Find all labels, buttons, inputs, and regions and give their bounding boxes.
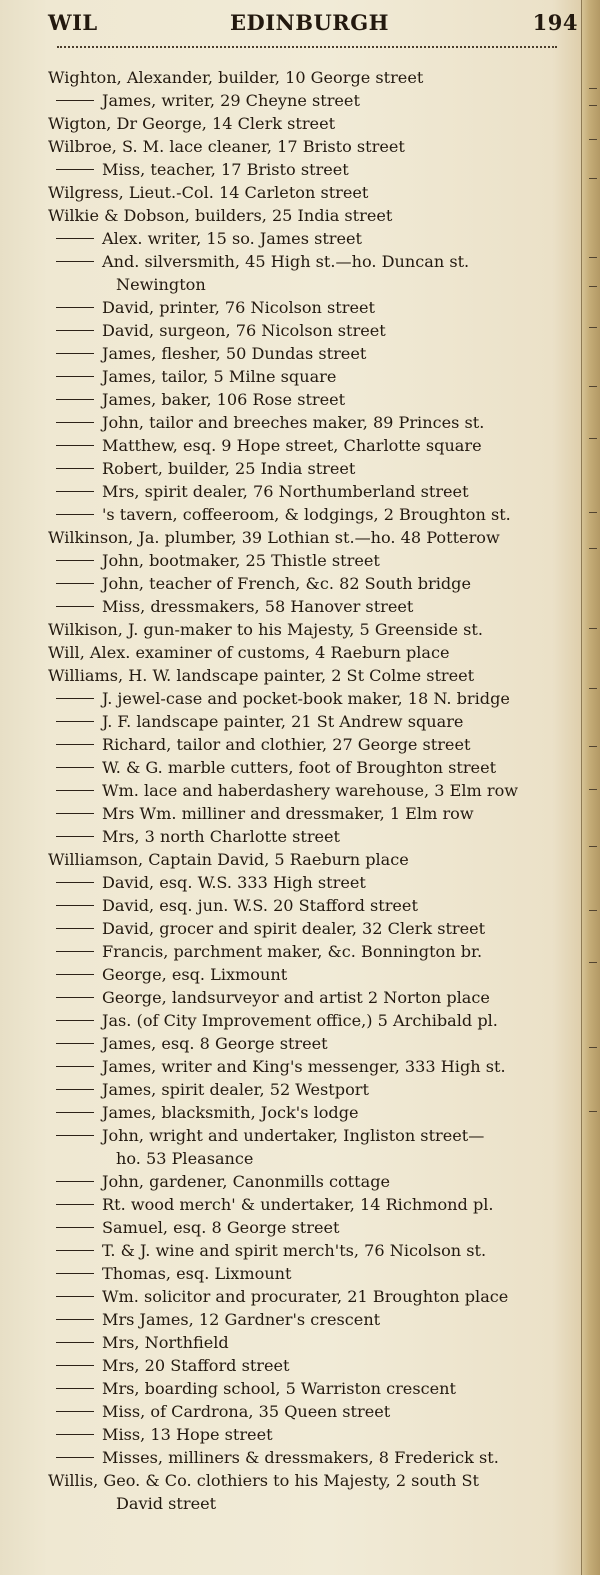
header-rule (57, 46, 557, 48)
entry-text: John, wright and undertaker, Ingliston street— (102, 1126, 485, 1145)
directory-entry (48, 250, 580, 273)
directory-entry (48, 296, 580, 319)
entry-text: Willis, Geo. & Co. clothiers to his Majesty, 2 south St (48, 1471, 479, 1490)
directory-entry (48, 365, 580, 388)
entry-text: Miss, of Cardrona, 35 Queen street (102, 1402, 391, 1421)
entry-text: Misses, milliners & dressmakers, 8 Frederick st. (102, 1448, 499, 1467)
directory-entry (48, 572, 580, 595)
entry-text: Wm. lace and haberdashery warehouse, 3 Elm row (102, 781, 519, 800)
entry-text: James, blacksmith, Jock's lodge (102, 1103, 359, 1122)
edge-tick (589, 548, 597, 549)
directory-entry (48, 917, 580, 940)
directory-entry (48, 848, 580, 871)
entry-text: John, bootmaker, 25 Thistle street (102, 551, 380, 570)
entry-text: Miss, teacher, 17 Bristo street (102, 160, 349, 179)
entry-text: Wilgress, Lieut.-Col. 14 Carleton street (48, 183, 369, 202)
directory-entry (48, 181, 580, 204)
entry-text: Rt. wood merch' & undertaker, 14 Richmond pl. (102, 1195, 494, 1214)
directory-entry (48, 986, 580, 1009)
directory-entry (48, 756, 580, 779)
entry-text: David, esq. jun. W.S. 20 Stafford street (102, 896, 418, 915)
entry-text: Wigton, Dr George, 14 Clerk street (48, 114, 336, 133)
directory-entry (48, 204, 580, 227)
edge-tick (589, 1047, 597, 1048)
entry-text: Mrs James, 12 Gardner's crescent (102, 1310, 381, 1329)
entry-text: Mrs Wm. milliner and dressmaker, 1 Elm row (102, 804, 474, 823)
directory-entry (48, 710, 580, 733)
entry-text: James, baker, 106 Rose street (102, 390, 346, 409)
directory-list (48, 66, 580, 1515)
directory-entry (48, 1423, 580, 1446)
entry-text: David, surgeon, 76 Nicolson street (102, 321, 386, 340)
directory-entry (48, 687, 580, 710)
directory-entry (48, 894, 580, 917)
directory-entry (48, 1055, 580, 1078)
entry-text: Samuel, esq. 8 George street (102, 1218, 340, 1237)
directory-entry (48, 733, 580, 756)
entry-text: J. F. landscape painter, 21 St Andrew square (102, 712, 464, 731)
directory-entry (48, 480, 580, 503)
edge-tick (589, 910, 597, 911)
directory-entry (48, 664, 580, 687)
directory-entry (48, 871, 580, 894)
entry-text: Williamson, Captain David, 5 Raeburn place (48, 850, 409, 869)
directory-entry (48, 1377, 580, 1400)
entry-text: Mrs, Northfield (102, 1333, 229, 1352)
entry-text: Thomas, esq. Lixmount (102, 1264, 292, 1283)
adjacent-page-edge (581, 0, 600, 1575)
directory-entry (48, 388, 580, 411)
entry-text: Wilbroe, S. M. lace cleaner, 17 Bristo street (48, 137, 405, 156)
entry-continuation: ho. 53 Pleasance (116, 1149, 254, 1168)
directory-entry (48, 1400, 580, 1423)
directory-entry (48, 1124, 580, 1147)
directory-entry (48, 135, 580, 158)
entry-text: Mrs, spirit dealer, 76 Northumberland street (102, 482, 469, 501)
entry-text: Robert, builder, 25 India street (102, 459, 356, 478)
entry-text: Jas. (of City Improvement office,) 5 Archibald pl. (102, 1011, 498, 1030)
entry-text: And. silversmith, 45 High st.—ho. Duncan st. (102, 252, 470, 271)
directory-entry (48, 1101, 580, 1124)
entry-text: John, teacher of French, &c. 82 South bridge (102, 574, 471, 593)
entry-text: James, writer and King's messenger, 333 High st. (102, 1057, 506, 1076)
page-number: 194 (532, 10, 578, 35)
directory-entry (48, 963, 580, 986)
entry-text: George, landsurveyor and artist 2 Norton place (102, 988, 490, 1007)
directory-entry (48, 549, 580, 572)
header-center: EDINBURGH (230, 10, 390, 35)
entry-text: James, tailor, 5 Milne square (102, 367, 337, 386)
entry-text: Wilkinson, Ja. plumber, 39 Lothian st.—ho. 48 Potterow (48, 528, 500, 547)
entry-text: James, writer, 29 Cheyne street (102, 91, 360, 110)
edge-tick (589, 286, 597, 287)
page-header (48, 8, 578, 36)
entry-continuation: David street (116, 1494, 217, 1513)
entry-text: James, flesher, 50 Dundas street (102, 344, 367, 363)
edge-tick (589, 512, 597, 513)
entry-text: Williams, H. W. landscape painter, 2 St Colme street (48, 666, 475, 685)
edge-tick (589, 628, 597, 629)
directory-entry (48, 802, 580, 825)
entry-text: J. jewel-case and pocket-book maker, 18 N. bridge (102, 689, 510, 708)
entry-text: Miss, 13 Hope street (102, 1425, 273, 1444)
directory-entry (48, 779, 580, 802)
directory-entry (48, 66, 580, 89)
directory-entry (48, 319, 580, 342)
directory-entry (48, 227, 580, 250)
directory-entry (48, 89, 580, 112)
header-left: WIL (48, 10, 98, 35)
entry-text: Will, Alex. examiner of customs, 4 Raeburn place (48, 643, 450, 662)
directory-entry (48, 1032, 580, 1055)
entry-text: George, esq. Lixmount (102, 965, 288, 984)
edge-tick (589, 178, 597, 179)
edge-tick (589, 139, 597, 140)
directory-entry (48, 411, 580, 434)
edge-tick (589, 438, 597, 439)
directory-entry (48, 1331, 580, 1354)
entry-text: Matthew, esq. 9 Hope street, Charlotte square (102, 436, 482, 455)
edge-tick (589, 105, 597, 106)
entry-text: Richard, tailor and clothier, 27 George street (102, 735, 471, 754)
edge-tick (589, 386, 597, 387)
edge-tick (589, 257, 597, 258)
entry-text: Mrs, 3 north Charlotte street (102, 827, 341, 846)
entry-text: James, spirit dealer, 52 Westport (102, 1080, 369, 1099)
entry-text: Wilkison, J. gun-maker to his Majesty, 5 Greenside st. (48, 620, 484, 639)
entry-text: Mrs, boarding school, 5 Warriston crescent (102, 1379, 456, 1398)
edge-tick (589, 1111, 597, 1112)
entry-text: W. & G. marble cutters, foot of Broughton street (102, 758, 497, 777)
directory-entry (48, 618, 580, 641)
edge-tick (589, 789, 597, 790)
edge-tick (589, 846, 597, 847)
directory-entry (48, 595, 580, 618)
entry-text: T. & J. wine and spirit merch'ts, 76 Nicolson st. (102, 1241, 487, 1260)
entry-text: David, printer, 76 Nicolson street (102, 298, 375, 317)
directory-entry (48, 641, 580, 664)
edge-tick (589, 688, 597, 689)
entry-text: Francis, parchment maker, &c. Bonnington br. (102, 942, 483, 961)
entry-text: John, gardener, Canonmills cottage (102, 1172, 391, 1191)
entry-text: John, tailor and breeches maker, 89 Princes st. (102, 413, 485, 432)
entry-text: Alex. writer, 15 so. James street (102, 229, 362, 248)
entry-text: Wm. solicitor and procurater, 21 Broughton place (102, 1287, 509, 1306)
directory-entry (48, 1446, 580, 1469)
directory-entry (48, 1170, 580, 1193)
entry-text: David, grocer and spirit dealer, 32 Clerk street (102, 919, 486, 938)
edge-tick (589, 746, 597, 747)
edge-tick (589, 327, 597, 328)
directory-entry (48, 1078, 580, 1101)
directory-entry (48, 1354, 580, 1377)
entry-text: Mrs, 20 Stafford street (102, 1356, 290, 1375)
directory-entry (48, 1216, 580, 1239)
entry-text: Wighton, Alexander, builder, 10 George street (48, 68, 424, 87)
edge-tick (589, 962, 597, 963)
directory-entry (48, 342, 580, 365)
directory-entry (48, 1239, 580, 1262)
directory-entry (48, 1308, 580, 1331)
directory-entry (48, 434, 580, 457)
entry-text: Wilkie & Dobson, builders, 25 India street (48, 206, 393, 225)
directory-entry (48, 825, 580, 848)
directory-entry (48, 1009, 580, 1032)
directory-entry (48, 1285, 580, 1308)
directory-entry (48, 1193, 580, 1216)
directory-entry (48, 503, 580, 526)
directory-entry (48, 1262, 580, 1285)
directory-entry (48, 112, 580, 135)
edge-tick (589, 88, 597, 89)
directory-entry (48, 526, 580, 549)
entry-text: David, esq. W.S. 333 High street (102, 873, 366, 892)
directory-entry (48, 940, 580, 963)
directory-entry (48, 457, 580, 480)
entry-text: James, esq. 8 George street (102, 1034, 328, 1053)
entry-text: 's tavern, coffeeroom, & lodgings, 2 Broughton st. (102, 505, 511, 524)
directory-entry (48, 158, 580, 181)
entry-continuation: Newington (116, 275, 206, 294)
directory-entry (48, 1469, 580, 1492)
entry-text: Miss, dressmakers, 58 Hanover street (102, 597, 414, 616)
